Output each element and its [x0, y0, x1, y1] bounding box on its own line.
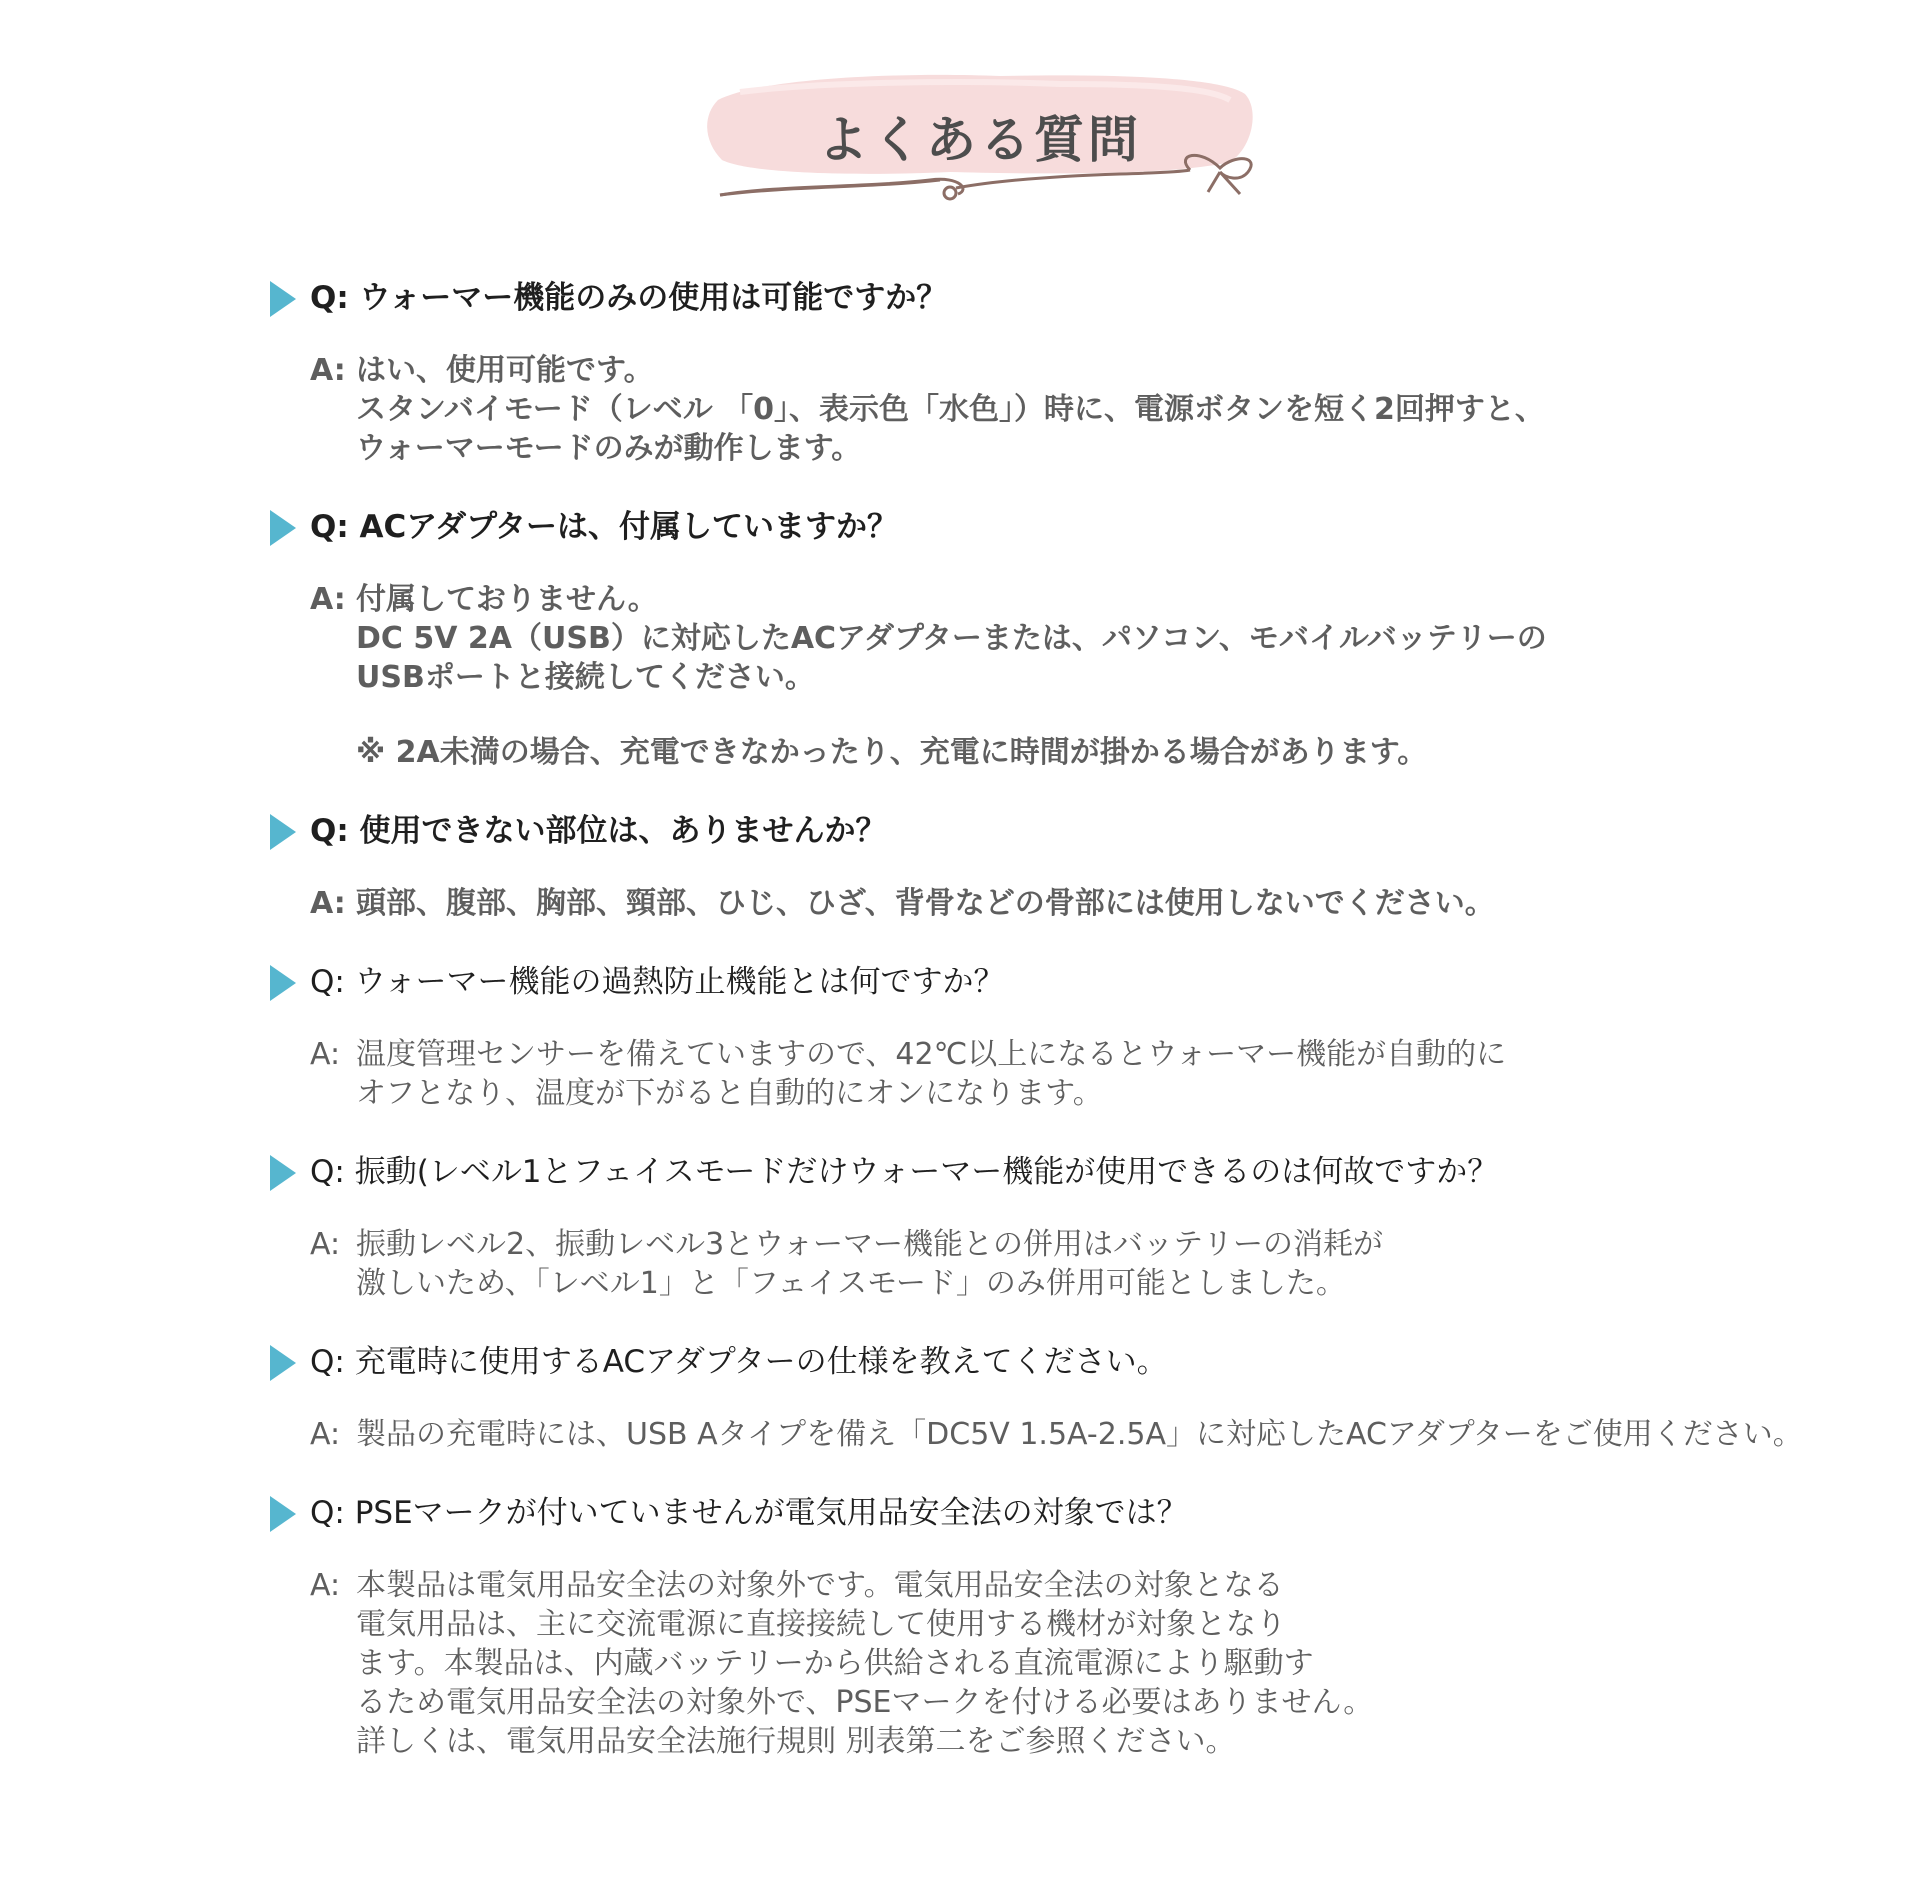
answer-prefix: A:	[310, 1568, 341, 1603]
answer-line: 詳しくは、電気用品安全法施行規則 別表第二をご参照ください。	[356, 1724, 1236, 1759]
question-prefix: Q:	[310, 964, 345, 1000]
page-title: よくある質問	[818, 110, 1142, 169]
answer-line: オフとなり、温度が下がると自動的にオンになります。	[356, 1076, 1103, 1111]
question-prefix: Q:	[310, 1495, 345, 1531]
answer-line: A: 本製品は電気用品安全法の対象外です。電気用品安全法の対象となる	[310, 1568, 1284, 1603]
triangle-right-icon	[270, 510, 296, 546]
answer-line: ます。本製品は、内蔵バッテリーから供給される直流電源により駆動す	[356, 1646, 1314, 1681]
faq-answer	[270, 1035, 1880, 1113]
ribbon-bow-icon	[700, 150, 1320, 230]
triangle-right-icon	[270, 1345, 296, 1381]
answer-line: るため電気用品安全法の対象外で、PSEマークを付ける必要はありません。	[356, 1685, 1374, 1720]
faq-item	[270, 1339, 1880, 1454]
answer-line: A: 付属しておりません。	[310, 582, 658, 617]
answer-line: ウォーマーモードのみが動作します。	[356, 431, 862, 466]
faq-answer	[270, 884, 1880, 923]
faq-question	[270, 959, 1880, 1005]
answer-line: A: 温度管理センサーを備えていますので、42℃以上になるとウォーマー機能が自動的に	[310, 1037, 1507, 1072]
faq-question	[270, 504, 1880, 550]
answer-line: 電気用品は、主に交流電源に直接接続して使用する機材が対象となり	[356, 1607, 1286, 1642]
faq-answer	[270, 1415, 1880, 1454]
faq-question	[270, 808, 1880, 854]
faq-item	[270, 1490, 1880, 1761]
question-text: ウォーマー機能の過熱防止機能とは何ですか？	[354, 964, 1005, 1000]
faq-question	[270, 1149, 1880, 1195]
answer-line: A: 頭部、腹部、胸部、頸部、ひじ、ひざ、背骨などの骨部には使用しないでください。	[310, 886, 1495, 921]
answer-note: ※ 2A未満の場合、充電できなかったり、充電に時間が掛かる場合があります。	[356, 735, 1428, 770]
faq-list	[270, 275, 1880, 1797]
triangle-right-icon	[270, 281, 296, 317]
question-text: ACアダプターは、付属していますか？	[359, 509, 898, 545]
faq-item	[270, 275, 1880, 468]
answer-line: USBポートと接続してください。	[356, 660, 815, 695]
faq-item	[270, 959, 1880, 1113]
faq-item	[270, 808, 1880, 923]
question-text: 使用できない部位は、ありませんか？	[359, 813, 887, 849]
answer-prefix: A:	[310, 886, 346, 921]
answer-line: DC 5V 2A（USB）に対応したACアダプターまたは、パソコン、モバイルバッテリーの	[356, 621, 1547, 656]
question-prefix: Q:	[310, 1344, 345, 1380]
answer-line: 激しいため、「レベル1」と「フェイスモード」のみ併用可能としました。	[356, 1266, 1346, 1301]
answer-prefix: A:	[310, 1227, 341, 1262]
answer-line: A: 振動レベル2、振動レベル3とウォーマー機能との併用はバッテリーの消耗が	[310, 1227, 1383, 1262]
question-prefix: Q:	[310, 509, 349, 545]
answer-prefix: A:	[310, 1417, 341, 1452]
question-prefix: Q:	[310, 813, 349, 849]
question-text: 充電時に使用するACアダプターの仕様を教えてください。	[354, 1344, 1168, 1380]
faq-answer	[270, 580, 1880, 772]
faq-answer	[270, 351, 1880, 468]
answer-prefix: A:	[310, 1037, 341, 1072]
faq-answer	[270, 1225, 1880, 1303]
question-text: PSEマークが付いていませんが電気用品安全法の対象では？	[354, 1495, 1188, 1531]
answer-line: A: 製品の充電時には、USB Aタイプを備え「DC5V 1.5A-2.5A」に対応したACアダプターをご使用ください。	[310, 1417, 1803, 1452]
triangle-right-icon	[270, 814, 296, 850]
question-prefix: Q:	[310, 1154, 345, 1190]
faq-question	[270, 275, 1880, 321]
faq-question	[270, 1339, 1880, 1385]
faq-question	[270, 1490, 1880, 1536]
triangle-right-icon	[270, 1155, 296, 1191]
faq-answer	[270, 1566, 1880, 1761]
faq-item	[270, 504, 1880, 772]
question-prefix: Q:	[310, 280, 349, 316]
faq-item	[270, 1149, 1880, 1303]
question-text: 振動(レベル1とフェイスモードだけウォーマー機能が使用できるのは何故ですか？	[354, 1154, 1499, 1190]
faq-header	[700, 60, 1320, 220]
triangle-right-icon	[270, 965, 296, 1001]
answer-line: スタンバイモード（レベル 「0」、表示色「水色」）時に、電源ボタンを短く2回押すと、	[356, 392, 1545, 427]
answer-prefix: A:	[310, 353, 346, 388]
answer-line: A: はい、使用可能です。	[310, 353, 654, 388]
question-text: ウォーマー機能のみの使用は可能ですか？	[359, 280, 948, 316]
answer-prefix: A:	[310, 582, 346, 617]
triangle-right-icon	[270, 1496, 296, 1532]
